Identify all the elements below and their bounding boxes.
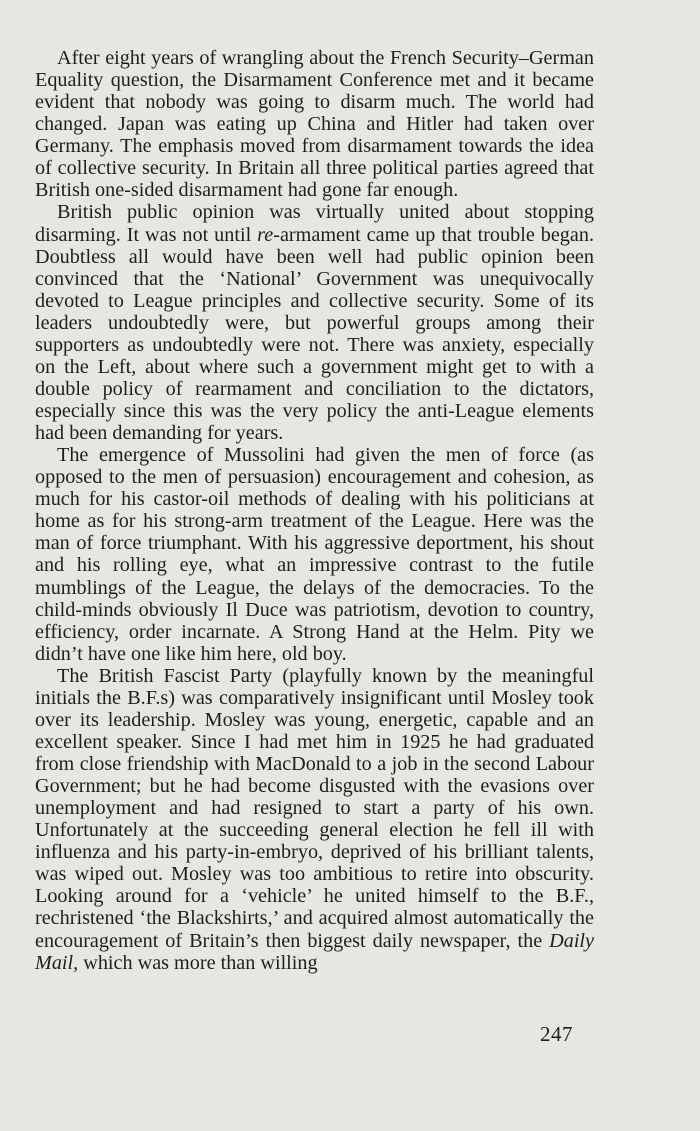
text-run: which was more than willing bbox=[78, 951, 318, 974]
paragraph bbox=[35, 47, 594, 201]
text-run: -armament came up that trouble began. Doubtless all would have been well had public opinion been convinced that the ‘National’ Government was unequivocally devoted to League principles and collective security. Some of its leaders undoubtedly were, but powerful groups among their supporters as undoubtedly were not. There was anxiety, especially on the Left, about where such a government might get to with a double policy of rearmament and conciliation to the dictators, especially since this was the very policy the anti-League elements had been demanding for years. bbox=[35, 223, 594, 445]
paragraph bbox=[35, 201, 594, 444]
text-run: After eight years of wrangling about the French Security–German Equality question, the Disarmament Conference met and it became evident that nobody was going to disarm much. The world had changed. Japan was eating up China and Hitler had taken over Germany. The emphasis moved from disarmament towards the idea of collective security. In Britain all three political parties agreed that British one-sided disarmament had gone far enough. bbox=[35, 47, 594, 202]
book-page bbox=[35, 47, 594, 974]
paragraph bbox=[35, 665, 594, 974]
paragraph bbox=[35, 444, 594, 665]
text-run: The British Fascist Party (playfully known by the meaningful initials the B.F.s) was comparatively insignificant until Mosley took over its leadership. Mosley was young, energetic, capable and an excellent speaker. Since I had met him in 1925 he had graduated from close friendship with MacDonald to a job in the second Labour Government; but he had become disgusted with the evasions over unemployment and had resigned to start a party of his own. Unfortunately at the succeeding general election he fell ill with influenza and his party-in-embryo, deprived of his brilliant talents, was wiped out. Mosley was too ambitious to retire into obscurity. Looking around for a ‘vehicle’ he united himself to the B.F., rechristened ‘the Blackshirts,’ and acquired almost automatically the encouragement of Britain’s then biggest daily newspaper, the bbox=[35, 664, 594, 952]
body-text bbox=[35, 47, 594, 974]
text-run: The emergence of Mussolini had given the men of force (as opposed to the men of persuasion) encouragement and cohesion, as much for his castor-oil methods of dealing with his politicians at home as for his strong-arm treatment of the League. Here was the man of force triumphant. With his aggressive deportment, his shout and his rolling eye, what an impressive contrast to the futile mumblings of the League, the delays of the democracies. To the child-minds obviously Il Duce was patriotism, devotion to country, efficiency, order incarnate. A Strong Hand at the Helm. Pity we didn’t have one like him here, old boy. bbox=[35, 444, 594, 665]
page-number: 247 bbox=[540, 1022, 573, 1046]
italic-text: re bbox=[257, 223, 274, 246]
text-run: British public opinion was virtually united about stopping disarming. It was not until bbox=[35, 201, 594, 246]
italic-text: Daily Mail, bbox=[35, 929, 594, 974]
